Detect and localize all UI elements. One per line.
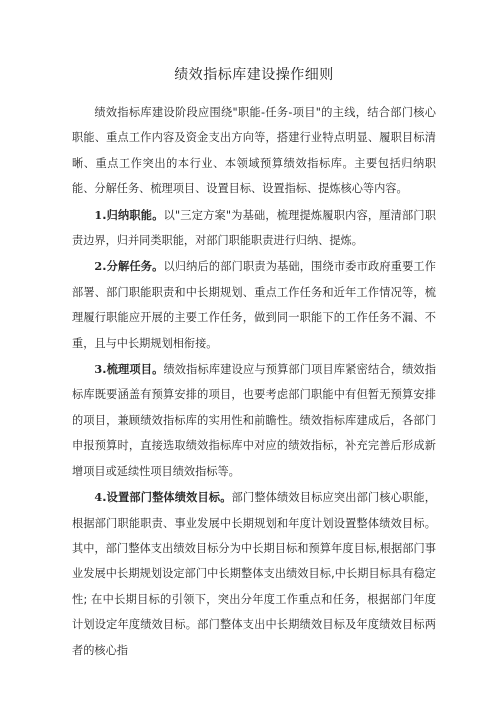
intro-paragraph: 绩效指标库建设阶段应围绕"职能-任务-项目"的主线，结合部门核心职能、重点工作内容及资金支出方向等，搭建行业特点明显、履职目标清晰、重点工作突出的本行业、本领域预算绩效指标库。主要包括归纳职能、分解任务、梳理项目、设置目标、设置指标、提炼核心等内容。 xyxy=(72,106,436,196)
section-3-number: 3 xyxy=(94,362,103,377)
section-3-body: 绩效指标库建设应与预算部门项目库紧密结合，绩效指标库既要涵盖有预算安排的项目，也要考虑部门职能中有但暂无预算安排的项目，兼顾绩效指标库的实用性和前瞻性。绩效指标库建成后，各部门申报预算时，直接选取绩效指标库中对应的绩效指标，补充完善后形成新增项目或延续性项目绩效指标等。 xyxy=(72,363,436,478)
section-2-heading: .分解任务。 xyxy=(102,260,164,274)
section-2-body: 以归纳后的部门职责为基础，围绕市委市政府重要工作部署、部门职能职责和中长期规划、重点工作任务和近年工作情况等，梳理履行职能应开展的主要工作任务，做到同一职能下的工作任务不漏、不重，且与中长期规划相衔接。 xyxy=(72,260,436,350)
section-1-number: 1 xyxy=(94,207,103,222)
section-1-heading: .归纳职能。 xyxy=(102,208,164,222)
section-3 xyxy=(72,357,436,484)
section-3-heading: .梳理项目。 xyxy=(102,363,164,377)
section-1-body: 以"三定方案"为基础，梳理提炼履职内容，厘清部门职责边界，归并同类职能，对部门职能职责进行归纳、提炼。 xyxy=(72,208,436,248)
section-4-heading: .设置部门整体绩效目标。 xyxy=(102,491,232,505)
section-4-number: 4 xyxy=(94,490,103,505)
section-4 xyxy=(72,485,436,663)
section-1 xyxy=(72,203,436,254)
document-title: 绩效指标库建设操作细则 xyxy=(174,67,334,83)
section-2 xyxy=(72,254,436,356)
section-2-number: 2 xyxy=(94,259,103,274)
section-4-body: 部门整体绩效目标应突出部门核心职能，根据部门职能职责、事业发展中长期规划和年度计划设置整体绩效目标。其中，部门整体支出绩效目标分为中长期目标和预算年度目标,根据部门事业发展中长期规划设定部门中长期整体支出绩效目标,中长期目标具有稳定性; 在中长期目标的引领下，突出分年度工作重点和任务，根据部门年度计划设定年度绩效目标。部门整体支出中长期绩效目标及年度绩效目标两者的核心指 xyxy=(72,491,436,657)
